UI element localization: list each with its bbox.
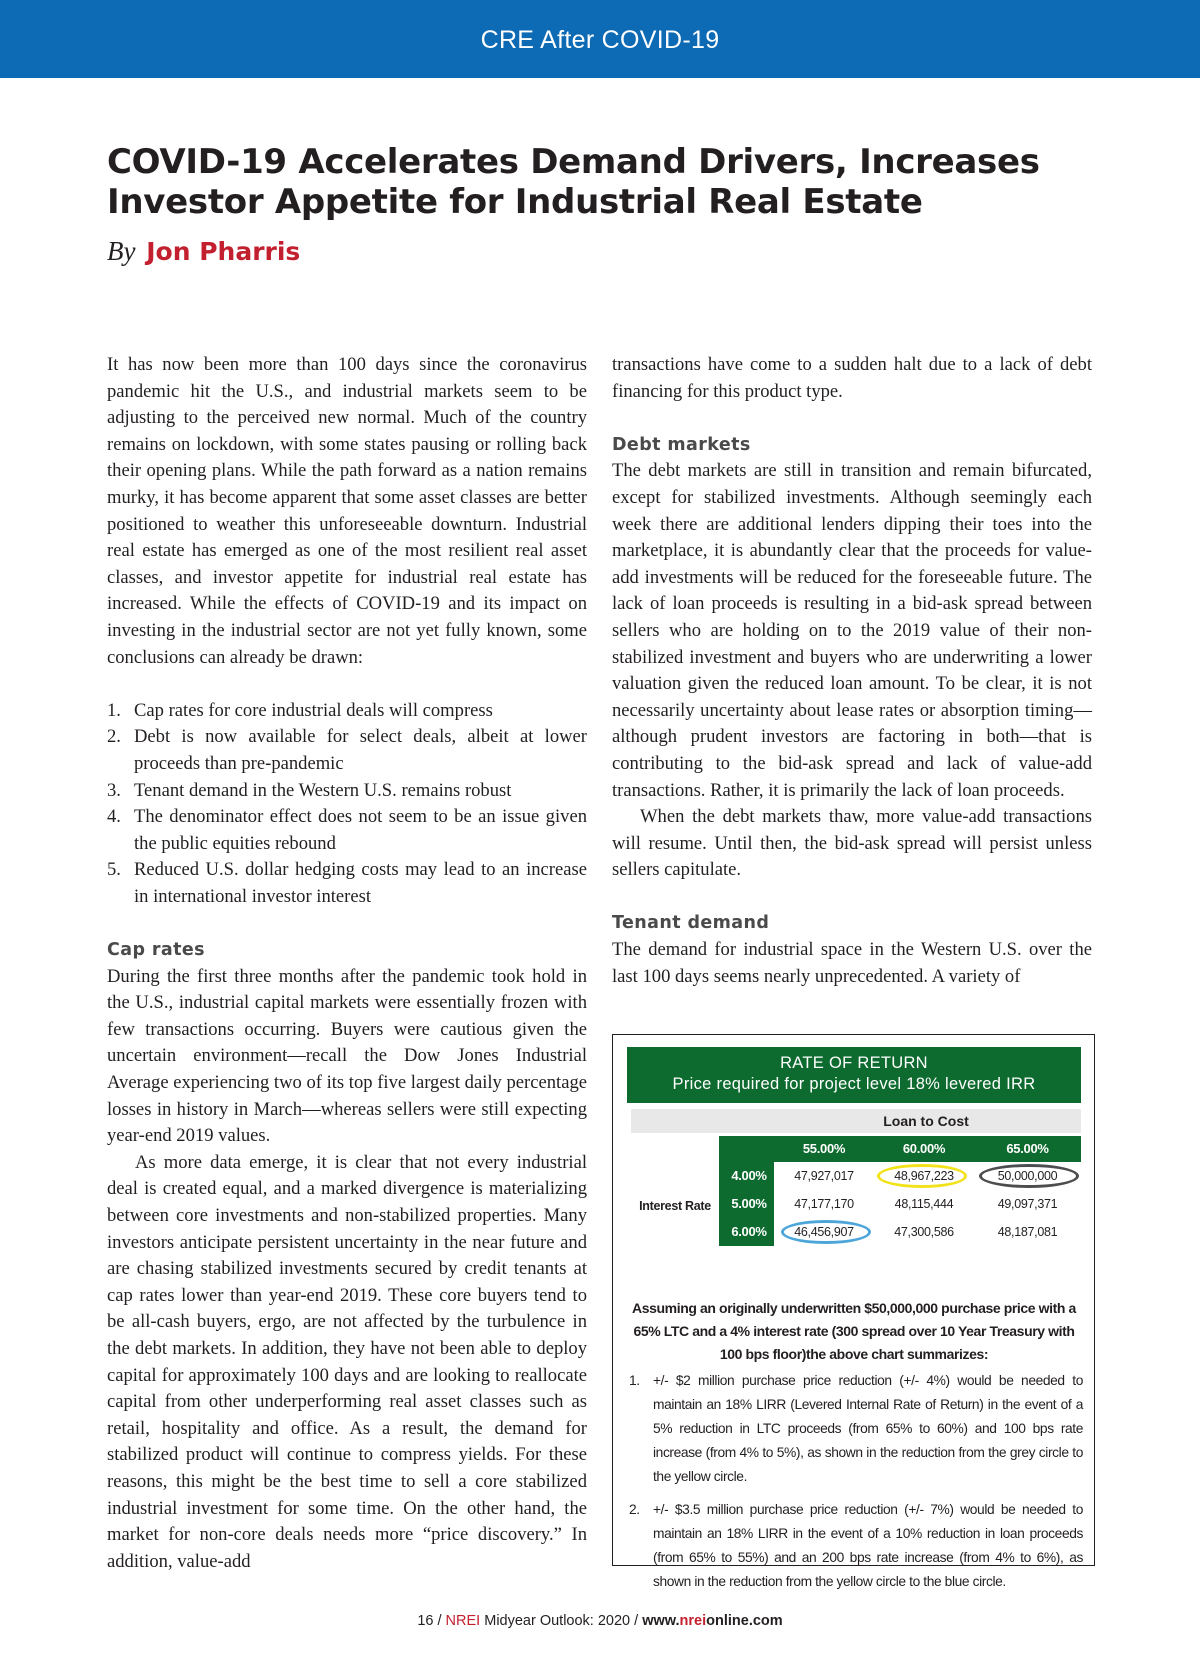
table-cell: 47,927,017 (794, 1169, 854, 1183)
footer-publication: Midyear Outlook: 2020 (484, 1613, 631, 1629)
cap-rates-heading: Cap rates (107, 940, 205, 961)
author-name: Jon Pharris (146, 237, 301, 266)
table-cell: 47,300,586 (894, 1225, 954, 1239)
cap-rates-paragraph-2: As more data emerge, it is clear that not every industrial deal is created equal, and a marked divergence is materializing between core investments and non-stabilized properties. Many investors anticipate persistent uncertainty in the near future and are chasing stabilized investments secured by credit tenants at cap rates lower than year-end 2019. These core buyers tend to be all-cash buyers, ergo, are not affected by the turbulence in the debt markets. In addition, they have not been able to deploy capital for approximately 100 days and are looking to reallocate capital from other underperforming real asset classes such as retail, hospitality and office. As a result, the demand for stabilized product will continue to compress yields. For these reasons, this might be the best time to sell a core stabilized industrial investment for some time. On the other hand, the market for non-core deals needs more “price discovery.” In addition, value-add (107, 1151, 587, 1572)
table-cell: 48,115,444 (894, 1197, 954, 1211)
list-item: 2. +/- $3.5 million purchase price reduction (+/- 7%) would be needed to maintain an 18% LIRR in the event of a 10% reduction in loan proceeds (from 65% to 55%) and an 200 bps rate increase (from 4% to 6%), as shown in the reduction from the yellow circle to the blue circle. (629, 1502, 1083, 1589)
page-footer: 16 / NREI Midyear Outlook: 2020 / www.nreionline.com (417, 1613, 783, 1629)
section-title: CRE After COVID-19 (480, 25, 720, 54)
article-headline (107, 142, 1107, 222)
list-item: 4. The denominator effect does not seem to be an issue given the public equities rebound (107, 806, 587, 854)
table-cell: 50,000,000 (997, 1169, 1058, 1183)
list-item: 2. Debt is now available for select deals, albeit at lower proceeds than pre-pandemic (107, 726, 587, 774)
table-cell: 47,177,170 (794, 1197, 854, 1211)
table-cell: 48,187,081 (997, 1225, 1058, 1239)
list-item: 5. Reduced U.S. dollar hedging costs may lead to an increase in international investor interest (107, 859, 587, 907)
cap-rates-paragraph-1: During the first three months after the pandemic took hold in the U.S., industrial capital markets were essentially frozen with few transactions occurring. Buyers were cautious given the uncertain environment—recall the Dow Jones Industrial Average experiencing two of its top five largest daily percentage losses in history in March—whereas sellers were still expecting year-end 2019 values. (107, 965, 587, 1147)
debt-markets-heading: Debt markets (612, 434, 751, 455)
conclusions-list (107, 698, 587, 911)
tenant-demand-heading: Tenant demand (612, 913, 770, 934)
footer-brand: NREI (445, 1613, 481, 1629)
debt-paragraph-1: The debt markets are still in transition and remain bifurcated, except for stabilized investments. Although seemingly each week there are additional lenders dipping their toes into the marketplace, it is abundantly clear that the proceeds for value-add investments will be reduced for the foreseeable future. The lack of loan proceeds is resulting in a bid-ask spread between sellers who are holding on to the 2019 value of their non-stabilized investment and buyers who are underwriting a lower valuation given the reduced loan amount. To be clear, it is not necessarily uncertainty about lease rates or absorption timing—although prudent investors are factoring in both—that is contributing to the bid-ask spread and lack of value-add transactions. Rather, it is primarily the lack of loan proceeds. (612, 460, 1092, 801)
rate-header: 4.00% (731, 1168, 767, 1183)
section-banner (0, 0, 1200, 78)
headline-line-2: Investor Appetite for Industrial Real Estate (107, 182, 923, 222)
rate-header: 6.00% (731, 1224, 767, 1239)
byline (107, 236, 300, 267)
grey-circle (979, 1164, 1079, 1188)
debt-paragraph-2: When the debt markets thaw, more value-add transactions will resume. Until then, the bid-ask spread will persist unless sellers capitulate. (612, 806, 1092, 881)
blue-circle (781, 1220, 871, 1244)
list-item: 1. +/- $2 million purchase price reduction (+/- 4%) would be needed to maintain an 18% LIRR (Levered Internal Rate of Return) in the event of a 5% reduction in LTC proceeds (from 65% to 60%) and 100 bps rate increase (from 4% to 5%), as shown in the reduction from the grey circle to the yellow circle. (629, 1373, 1083, 1484)
list-item: 1. Cap rates for core industrial deals will compress (107, 699, 493, 721)
tenant-paragraph-1: The demand for industrial space in the Western U.S. over the last 100 days seems nearly unprecedented. A variety of (612, 939, 1092, 987)
table-cell: 48,967,223 (894, 1169, 954, 1183)
chart-caption: Assuming an originally underwritten $50,000,000 purchase price with a 65% LTC and a 4% interest rate (300 spread over 10 Year Treasury with 100 bps floor)the above chart summarizes: (632, 1300, 1076, 1362)
chart-title (627, 1047, 1081, 1103)
page-number: 16 (417, 1613, 434, 1629)
byline-by: By (107, 236, 136, 266)
left-column (107, 352, 587, 1575)
chart-title-line-2: Price required for project level 18% levered IRR (672, 1075, 1036, 1093)
headline-line-1: COVID-19 Accelerates Demand Drivers, Increases (107, 142, 1040, 182)
rate-of-return-table (631, 1109, 1081, 1287)
ltc-header: 55.00% (802, 1141, 846, 1156)
yellow-circle (877, 1164, 967, 1188)
ltc-header: 65.00% (1006, 1141, 1049, 1156)
rate-of-return-sidebar (612, 1034, 1095, 1589)
list-item: 3. Tenant demand in the Western U.S. remains robust (107, 779, 512, 801)
rate-header: 5.00% (731, 1196, 767, 1211)
chart-title-line-1: RATE OF RETURN (780, 1054, 928, 1072)
intro-paragraph: It has now been more than 100 days since the coronavirus pandemic hit the U.S., and industrial markets seem to be adjusting to the perceived new normal. Much of the country remains on lockdown, with some states pausing or rolling back their opening plans. While the path forward as a nation remains murky, it has become apparent that some asset classes are better positioned to weather this unforeseeable downturn. Industrial real estate has emerged as one of the most resilient real asset classes, and investor appetite for industrial real estate has increased. While the effects of COVID-19 and its impact on investing in the industrial sector are not yet fully known, some conclusions can already be drawn: (107, 354, 587, 668)
table-cell: 46,456,907 (794, 1225, 854, 1239)
ltc-header: 60.00% (902, 1141, 946, 1156)
table-cell: 49,097,371 (997, 1197, 1058, 1211)
right-column (612, 352, 1092, 990)
chart-notes-list (627, 1369, 1083, 1603)
interest-rate-label: Interest Rate (639, 1199, 711, 1213)
continuation-paragraph: transactions have come to a sudden halt due to a lack of debt financing for this product type. (612, 354, 1092, 402)
footer-url[interactable]: www.nreionline.com (642, 1613, 783, 1629)
loan-to-cost-label: Loan to Cost (631, 1109, 1081, 1133)
